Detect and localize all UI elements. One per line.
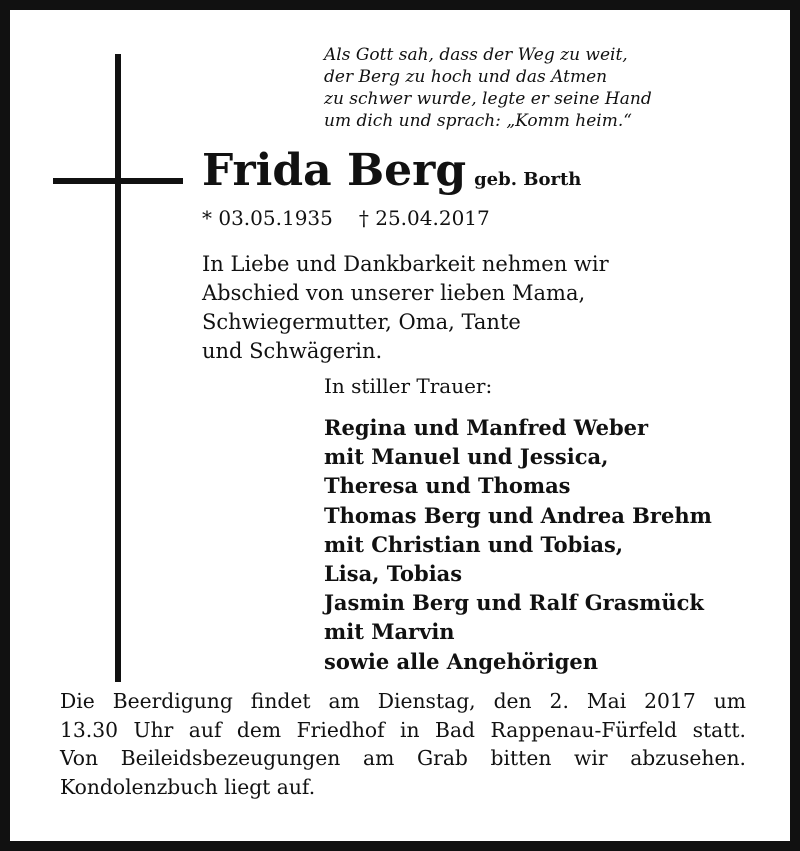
poem-line: zu schwer wurde, legte er seine Hand bbox=[324, 89, 652, 109]
funeral-line: Die Beerdigung findet am Dienstag, den 2. Mai 2017 um bbox=[60, 689, 746, 713]
mourner-line: mit Manuel und Jessica, bbox=[324, 444, 609, 470]
cross-horizontal-bar bbox=[53, 178, 183, 184]
poem-line: Als Gott sah, dass der Weg zu weit, bbox=[324, 45, 628, 65]
mourner-line: mit Christian und Tobias, bbox=[324, 531, 624, 557]
funeral-line: Kondolenzbuch liegt auf. bbox=[60, 774, 316, 799]
poem-line: der Berg zu hoch und das Atmen bbox=[324, 67, 608, 87]
mourner-line: Lisa, Tobias bbox=[324, 561, 463, 587]
poem-verse bbox=[324, 44, 652, 132]
mourner-line: sowie alle Angehörigen bbox=[324, 648, 599, 674]
deceased-name-line bbox=[202, 145, 581, 196]
message-line: In Liebe und Dankbarkeit nehmen wir bbox=[202, 252, 609, 276]
birth-date: * 03.05.1935 bbox=[202, 206, 333, 230]
funeral-line: 13.30 Uhr auf dem Friedhof in Bad Rappenau-Fürfeld statt. bbox=[60, 717, 746, 742]
mourners-list bbox=[324, 413, 712, 676]
death-date: † 25.04.2017 bbox=[358, 206, 490, 230]
life-dates bbox=[202, 206, 490, 230]
funeral-notice bbox=[60, 687, 746, 801]
message-line: Schwiegermutter, Oma, Tante bbox=[202, 310, 521, 334]
birth-name: geb. Borth bbox=[474, 169, 582, 190]
farewell-message bbox=[202, 250, 609, 366]
message-line: und Schwägerin. bbox=[202, 339, 383, 363]
mourner-line: Thomas Berg und Andrea Brehm bbox=[324, 502, 712, 528]
mourner-line: Regina und Manfred Weber bbox=[324, 415, 649, 440]
mourning-intro: In stiller Trauer: bbox=[324, 374, 493, 398]
cross-vertical-bar bbox=[115, 54, 121, 682]
deceased-name: Frida Berg bbox=[202, 145, 467, 196]
mourner-line: mit Marvin bbox=[324, 619, 455, 645]
mourner-line: Jasmin Berg und Ralf Grasmück bbox=[324, 590, 704, 616]
poem-line: um dich und sprach: „Komm heim.“ bbox=[324, 111, 632, 131]
mourner-line: Theresa und Thomas bbox=[324, 473, 571, 499]
message-line: Abschied von unserer lieben Mama, bbox=[202, 281, 586, 305]
funeral-line: Von Beileidsbezeugungen am Grab bitten wir abzusehen. bbox=[60, 746, 746, 771]
